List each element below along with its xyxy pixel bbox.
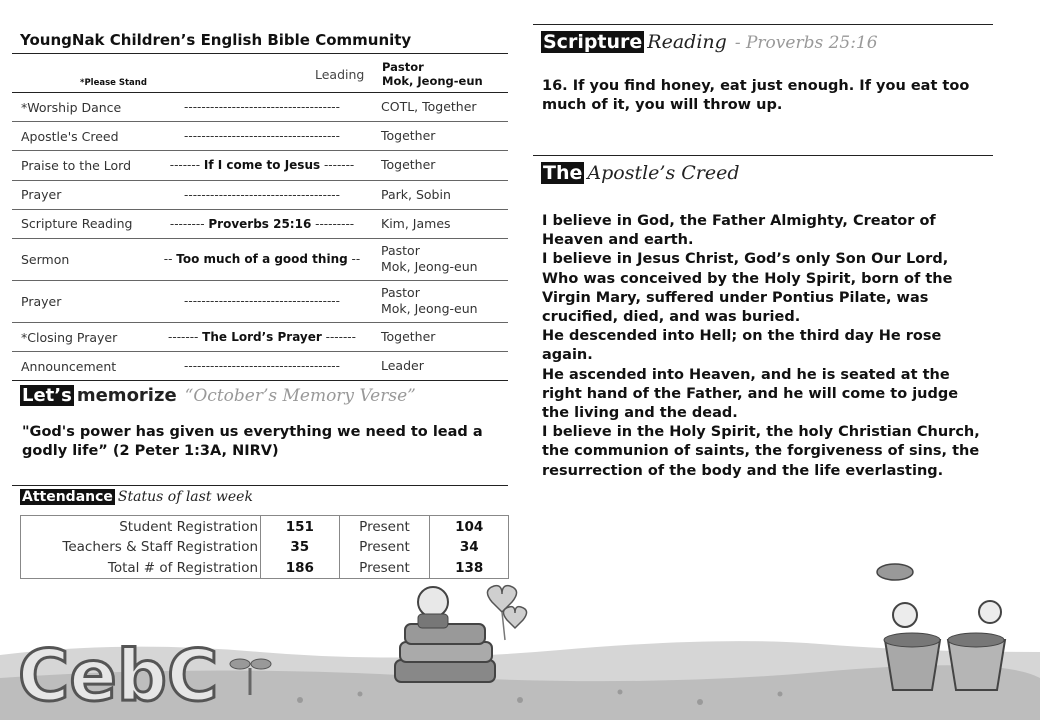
order-item-name: Praise to the Lord [21, 157, 132, 173]
leader-line-1: Pastor [381, 243, 420, 259]
table-row [21, 516, 509, 537]
dash-suffix: -- [347, 252, 361, 267]
order-item-leader: Park, Sobin [381, 186, 451, 202]
child-on-books-illustration [395, 587, 495, 682]
present-count: 138 [430, 558, 509, 579]
registration-label: Student Registration [21, 516, 261, 537]
present-label: Present [339, 558, 430, 579]
order-item-detail: ------------------------------------ [184, 129, 340, 144]
order-row [12, 122, 508, 151]
order-item-leader [372, 243, 508, 275]
heading-highlight: The [543, 162, 583, 184]
scripture-text: 16. If you find honey, eat just enough. If you eat too much of it, you will throw up. [542, 78, 970, 113]
order-item-leader: Together [381, 128, 436, 144]
order-header [12, 54, 508, 93]
registration-count: 151 [261, 516, 340, 537]
leader-line-2: Mok, Jeong-eun [381, 301, 478, 317]
order-item-leader [372, 285, 508, 317]
leader-line-1: Pastor [381, 285, 420, 301]
memory-verse-text: "God's power has given us everything we need to lead a godly life” (2 Peter 1:3A, NIRV) [22, 424, 483, 460]
pastor-name: Mok, Jeong-eun [382, 74, 483, 88]
dash-suffix: ------- [321, 330, 356, 345]
order-item-detail: ------------------------------------ [184, 294, 340, 309]
present-count: 34 [430, 537, 509, 558]
order-row [12, 151, 508, 180]
order-row [12, 93, 508, 122]
memory-verse-section [12, 385, 508, 406]
registration-count: 35 [261, 537, 340, 558]
footer-illustration [0, 560, 1040, 720]
attendance-heading [20, 489, 508, 505]
order-item-name: Apostle's Creed [21, 128, 119, 144]
leading-pastor [382, 60, 483, 88]
order-item-name: *Worship Dance [21, 99, 122, 115]
order-row [12, 181, 508, 210]
scripture-heading [533, 31, 993, 53]
divider [533, 24, 993, 25]
scripture-ref: Proverbs 25:16 [208, 216, 312, 231]
left-column [12, 26, 508, 579]
sermon-title: Too much of a good thing [176, 252, 348, 267]
leading-label: Leading [315, 67, 365, 82]
registration-count: 186 [261, 558, 340, 579]
order-item-name: *Closing Prayer [21, 329, 118, 345]
song-title: If I come to Jesus [203, 158, 321, 173]
order-item-name: Prayer [21, 187, 62, 203]
order-item-detail [152, 158, 372, 172]
heading-text: Reading [647, 31, 727, 53]
order-item-detail: ------------------------------------ [184, 187, 340, 202]
heading-subtitle: - Proverbs 25:16 [734, 33, 878, 53]
heading-text: memorize [76, 385, 177, 407]
order-item-leader: Together [381, 329, 436, 345]
order-row [12, 323, 508, 352]
order-item-name: Scripture Reading [21, 216, 133, 232]
order-item-leader: Together [381, 157, 436, 173]
logo-text: CebC [18, 635, 219, 717]
order-item-name: Prayer [21, 293, 62, 309]
leader-line-2: Mok, Jeong-eun [381, 259, 478, 275]
heading-text: Apostle’s Creed [587, 162, 740, 184]
bulletin-title: YoungNak Children’s English Bible Community [12, 26, 508, 54]
divider [533, 155, 993, 156]
right-column [533, 24, 993, 481]
present-label: Present [339, 537, 430, 558]
order-row [12, 239, 508, 281]
heading-subtitle: “October’s Memory Verse” [184, 386, 416, 407]
dash-prefix: -------- [169, 216, 209, 231]
please-stand-note: *Please Stand [80, 78, 147, 88]
order-item-detail: ------------------------------------ [184, 100, 340, 115]
present-label: Present [339, 516, 430, 537]
order-item-leader: Leader [381, 358, 424, 374]
dash-prefix: -- [163, 252, 177, 267]
dash-prefix: ------- [169, 158, 204, 173]
memory-verse-heading [20, 385, 508, 406]
table-row [21, 537, 509, 558]
creed-heading [533, 162, 993, 184]
heading-text: Status of last week [117, 489, 253, 506]
order-row [12, 281, 508, 323]
registration-label: Teachers & Staff Registration [21, 537, 261, 558]
order-item-leader: COTL, Together [381, 99, 477, 115]
heart-balloons-icon [487, 586, 526, 640]
order-item-leader: Kim, James [381, 215, 451, 231]
order-row [12, 352, 508, 381]
order-of-worship [12, 54, 508, 381]
dash-suffix: ------- [320, 158, 355, 173]
heading-highlight: Let’s [22, 385, 72, 407]
registration-label: Total # of Registration [21, 558, 261, 579]
order-item-name: Sermon [21, 251, 70, 267]
dash-suffix: --------- [311, 216, 355, 231]
order-item-detail [152, 330, 372, 344]
dash-prefix: ------- [168, 330, 203, 345]
order-item-detail: ------------------------------------ [184, 359, 340, 374]
heading-highlight: Attendance [22, 489, 113, 506]
order-item-name: Announcement [21, 358, 117, 374]
attendance-section [12, 485, 508, 505]
heading-highlight: Scripture [543, 31, 643, 53]
pastor-title: Pastor [382, 60, 424, 74]
present-count: 104 [430, 516, 509, 537]
order-item-detail [152, 217, 372, 231]
order-item-detail [152, 252, 372, 266]
creed-text: I believe in God, the Father Almighty, Creator of Heaven and earth. I believe in Jesus Christ, God’s only Son Our Lord, Who was conceived by the Holy Spirit, born of the Virgin Mary, suffered under Pontius Pilate, was crucified, died, and was buried. He descended into Hell; on the third day He rose again. He ascended into Heaven, and he is seated at the right hand of the Father, and he will come to judge the living and the dead. I believe in the Holy Spirit, the holy Christian Church, the communion of saints, the forgiveness of sins, the resurrection of the body and the life everlasting. [542, 213, 980, 479]
order-row [12, 210, 508, 239]
prayer-title: The Lord’s Prayer [202, 330, 322, 345]
